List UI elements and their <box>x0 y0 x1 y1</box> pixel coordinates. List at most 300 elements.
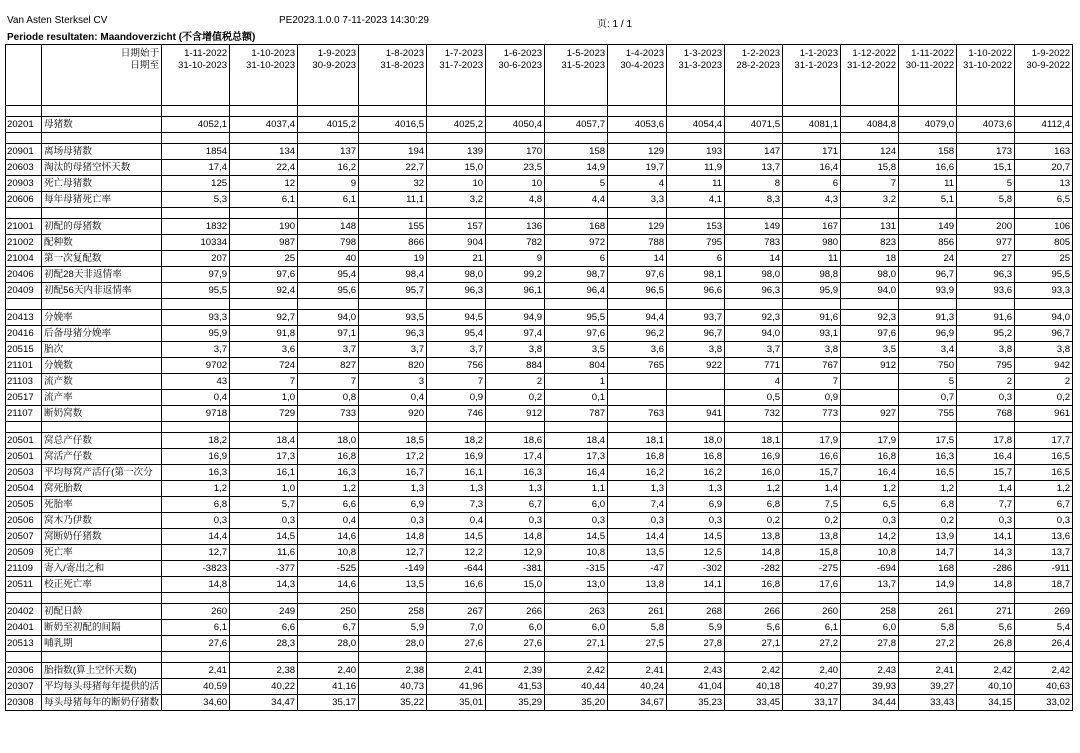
metric-value: 0,9 <box>783 390 841 406</box>
metric-value: 13,5 <box>608 545 667 561</box>
metric-value: 4057,7 <box>545 117 608 133</box>
metric-value: -282 <box>725 561 783 577</box>
spacer-cell <box>545 208 608 219</box>
metric-value: 8,3 <box>725 192 783 208</box>
table-row <box>6 577 1073 593</box>
metric-value: 7,4 <box>608 497 667 513</box>
metric-value: 93,3 <box>162 310 230 326</box>
metric-label: 窝木乃伊数 <box>42 513 162 529</box>
metric-value: 16,8 <box>841 449 899 465</box>
metric-value: -47 <box>608 561 667 577</box>
metric-value: 98,0 <box>725 267 783 283</box>
spacer-cell <box>230 208 298 219</box>
metric-value: 10,8 <box>545 545 608 561</box>
metric-value: 5,8 <box>957 192 1015 208</box>
metric-value: 5,8 <box>608 620 667 636</box>
spacer-cell <box>42 208 162 219</box>
metric-value: 27,8 <box>667 636 725 652</box>
metric-value: 91,8 <box>230 326 298 342</box>
metric-value: 149 <box>725 219 783 235</box>
metric-value: 98,4 <box>359 267 427 283</box>
metric-value: 4071,5 <box>725 117 783 133</box>
metric-value: 27 <box>957 251 1015 267</box>
metric-value: 3,8 <box>667 342 725 358</box>
spacer-cell <box>42 299 162 310</box>
metric-value: 6,7 <box>1015 497 1073 513</box>
metric-value: 765 <box>608 358 667 374</box>
metric-value: 35,20 <box>545 695 608 711</box>
metric-value: 27,2 <box>783 636 841 652</box>
spacer-cell <box>42 133 162 144</box>
metric-value: 17,3 <box>230 449 298 465</box>
table-row <box>6 695 1073 711</box>
metric-value: 14,5 <box>545 529 608 545</box>
metric-code: 20401 <box>6 620 42 636</box>
metric-value: 18,1 <box>725 433 783 449</box>
metric-value: 97,6 <box>608 267 667 283</box>
metric-value: 40,24 <box>608 679 667 695</box>
metric-value: 260 <box>783 604 841 620</box>
metric-value: 7,7 <box>957 497 1015 513</box>
metric-value: 12,9 <box>486 545 545 561</box>
table-row <box>6 481 1073 497</box>
metric-value: 21 <box>427 251 486 267</box>
metric-value: 16,9 <box>162 449 230 465</box>
metric-value: 7,3 <box>427 497 486 513</box>
metric-value: 33,45 <box>725 695 783 711</box>
metric-value: 3,7 <box>298 342 359 358</box>
metric-value: 13,7 <box>841 577 899 593</box>
metric-label: 窝断奶仔猪数 <box>42 529 162 545</box>
metric-value: 1,3 <box>608 481 667 497</box>
spacer-cell <box>359 208 427 219</box>
metric-value: 12,7 <box>162 545 230 561</box>
spacer-cell <box>1015 422 1073 433</box>
metric-value: 261 <box>608 604 667 620</box>
spacer-cell <box>162 208 230 219</box>
metric-label: 断奶至初配的间隔 <box>42 620 162 636</box>
metric-value: 16,2 <box>667 465 725 481</box>
metric-value: 147 <box>725 144 783 160</box>
spacer-cell <box>841 133 899 144</box>
metric-value: -525 <box>298 561 359 577</box>
metric-value: 2,39 <box>486 663 545 679</box>
metric-value: 11 <box>783 251 841 267</box>
date-header-row <box>6 45 1073 106</box>
metric-value: 1,4 <box>957 481 1015 497</box>
table-row <box>6 283 1073 299</box>
metric-value: 2,41 <box>899 663 957 679</box>
metric-value: 13,5 <box>359 577 427 593</box>
metric-value: 724 <box>230 358 298 374</box>
period-header-cell <box>725 45 783 106</box>
metric-value: 2,42 <box>957 663 1015 679</box>
period-from-date: 1-2-2023 <box>741 48 781 59</box>
spacer-cell <box>725 652 783 663</box>
period-to-date: 31-8-2023 <box>380 60 425 71</box>
spacer-cell <box>608 299 667 310</box>
metric-label: 流产数 <box>42 374 162 390</box>
metric-value: 6,0 <box>486 620 545 636</box>
metric-label: 胎指数(算上空怀天数) <box>42 663 162 679</box>
metric-value: 6,1 <box>230 192 298 208</box>
metric-value: 28,0 <box>359 636 427 652</box>
metric-value: 5,4 <box>1015 620 1073 636</box>
metric-value: 16,6 <box>783 449 841 465</box>
spacer-cell <box>725 106 783 117</box>
metric-code: 20517 <box>6 390 42 406</box>
metric-value: 18 <box>841 251 899 267</box>
spacer-row <box>6 299 1073 310</box>
period-header-cell <box>298 45 359 106</box>
metric-value: 1,2 <box>725 481 783 497</box>
metric-value: 10 <box>427 176 486 192</box>
metric-value: 0,2 <box>899 513 957 529</box>
spacer-cell <box>162 133 230 144</box>
spacer-cell <box>1015 133 1073 144</box>
spacer-cell <box>486 299 545 310</box>
metric-code: 20603 <box>6 160 42 176</box>
metric-value: 7,0 <box>427 620 486 636</box>
metric-label: 初配56天内非返情率 <box>42 283 162 299</box>
metric-value: 4025,2 <box>427 117 486 133</box>
metric-value: 22,7 <box>359 160 427 176</box>
metric-value: 158 <box>899 144 957 160</box>
metric-value: 91,6 <box>957 310 1015 326</box>
metric-code: 20413 <box>6 310 42 326</box>
spacer-cell <box>230 299 298 310</box>
metric-value: 920 <box>359 406 427 422</box>
metric-value: 927 <box>841 406 899 422</box>
metric-value: 16,7 <box>359 465 427 481</box>
version-timestamp: PE2023.1.0.0 7-11-2023 14:30:29 <box>279 15 429 26</box>
metric-value: 40,63 <box>1015 679 1073 695</box>
table-row <box>6 663 1073 679</box>
metric-value: -275 <box>783 561 841 577</box>
spacer-cell <box>298 106 359 117</box>
date-to-label: 日期至 <box>130 60 160 71</box>
metric-value: 11,9 <box>667 160 725 176</box>
period-header-cell <box>957 45 1015 106</box>
metric-value: 18,7 <box>1015 577 1073 593</box>
metric-code: 20503 <box>6 465 42 481</box>
metric-label: 每年母猪死亡率 <box>42 192 162 208</box>
period-from-date: 1-5-2023 <box>566 48 606 59</box>
metric-label: 寄入/寄出之和 <box>42 561 162 577</box>
spacer-cell <box>957 208 1015 219</box>
spacer-cell <box>841 652 899 663</box>
metric-value: 750 <box>899 358 957 374</box>
period-header-cell <box>230 45 298 106</box>
metric-value: 2,43 <box>841 663 899 679</box>
metric-value: 805 <box>1015 235 1073 251</box>
spacer-cell <box>545 133 608 144</box>
metric-value: 17,6 <box>783 577 841 593</box>
metric-value: 3,7 <box>725 342 783 358</box>
metric-value: 0,4 <box>162 390 230 406</box>
metric-value: 0,3 <box>957 390 1015 406</box>
metric-value: 3,8 <box>486 342 545 358</box>
metric-value: 0,3 <box>486 513 545 529</box>
metric-value: 4053,6 <box>608 117 667 133</box>
metric-value: 1832 <box>162 219 230 235</box>
metric-value: 96,9 <box>899 326 957 342</box>
metric-value: 97,6 <box>841 326 899 342</box>
metric-value: 6,1 <box>162 620 230 636</box>
spacer-cell <box>841 422 899 433</box>
metric-value: 40,27 <box>783 679 841 695</box>
period-header-cell <box>545 45 608 106</box>
metric-value: 14,8 <box>359 529 427 545</box>
spacer-cell <box>608 133 667 144</box>
metric-value: 96,3 <box>725 283 783 299</box>
metric-code: 21107 <box>6 406 42 422</box>
metric-value <box>841 390 899 406</box>
spacer-cell <box>42 593 162 604</box>
metric-value: 0,3 <box>608 513 667 529</box>
table-row <box>6 160 1073 176</box>
metric-value: 16,4 <box>545 465 608 481</box>
metric-label: 母猪数 <box>42 117 162 133</box>
spacer-cell <box>608 422 667 433</box>
metric-value: 39,93 <box>841 679 899 695</box>
metric-value: 16,4 <box>841 465 899 481</box>
metric-value: 987 <box>230 235 298 251</box>
metric-value: 5,6 <box>957 620 1015 636</box>
metric-value: 18,4 <box>545 433 608 449</box>
spacer-cell <box>608 652 667 663</box>
metric-value: 1,3 <box>359 481 427 497</box>
metric-value: 3,8 <box>783 342 841 358</box>
metric-value: 10334 <box>162 235 230 251</box>
metric-value: 25 <box>1015 251 1073 267</box>
metric-value: 94,0 <box>841 283 899 299</box>
metric-value: 2,38 <box>230 663 298 679</box>
metric-value: 17,4 <box>486 449 545 465</box>
spacer-cell <box>230 652 298 663</box>
metric-value: 16,1 <box>427 465 486 481</box>
spacer-cell <box>1015 208 1073 219</box>
metric-value: 0,3 <box>957 513 1015 529</box>
spacer-cell <box>667 422 725 433</box>
metric-value: 0,2 <box>486 390 545 406</box>
spacer-cell <box>667 106 725 117</box>
results-table <box>5 44 1073 711</box>
metric-value: 95,4 <box>298 267 359 283</box>
metric-label: 初配的母猪数 <box>42 219 162 235</box>
metric-label: 窝总产仔数 <box>42 433 162 449</box>
metric-value: 755 <box>899 406 957 422</box>
period-header-cell <box>162 45 230 106</box>
metric-value: 40,22 <box>230 679 298 695</box>
metric-value: 771 <box>725 358 783 374</box>
metric-value: 13,8 <box>725 529 783 545</box>
spacer-cell <box>230 593 298 604</box>
metric-value: 4084,8 <box>841 117 899 133</box>
metric-value: 27,6 <box>486 636 545 652</box>
metric-value: 40,44 <box>545 679 608 695</box>
metric-code: 20506 <box>6 513 42 529</box>
period-header-cell <box>608 45 667 106</box>
metric-value: 16,8 <box>608 449 667 465</box>
metric-value: 3,7 <box>359 342 427 358</box>
metric-value: 96,1 <box>486 283 545 299</box>
spacer-cell <box>359 593 427 604</box>
metric-value: 13,8 <box>608 577 667 593</box>
metric-label: 校正死亡率 <box>42 577 162 593</box>
metric-value: 97,6 <box>545 326 608 342</box>
table-row <box>6 326 1073 342</box>
table-row <box>6 433 1073 449</box>
spacer-cell <box>486 593 545 604</box>
metric-value: 941 <box>667 406 725 422</box>
table-row <box>6 342 1073 358</box>
table-row <box>6 497 1073 513</box>
metric-value: 131 <box>841 219 899 235</box>
spacer-cell <box>486 652 545 663</box>
metric-value: 41,96 <box>427 679 486 695</box>
spacer-cell <box>42 652 162 663</box>
period-header-cell <box>359 45 427 106</box>
spacer-cell <box>427 422 486 433</box>
metric-value: 6,8 <box>725 497 783 513</box>
metric-value: 12,7 <box>359 545 427 561</box>
metric-value: 10,8 <box>298 545 359 561</box>
spacer-cell <box>162 106 230 117</box>
metric-code: 20606 <box>6 192 42 208</box>
metric-value: 5,7 <box>230 497 298 513</box>
spacer-cell <box>298 593 359 604</box>
metric-value: 788 <box>608 235 667 251</box>
table-row <box>6 117 1073 133</box>
metric-value: 266 <box>486 604 545 620</box>
metric-value: 10 <box>486 176 545 192</box>
metric-value: 0,2 <box>1015 390 1073 406</box>
metric-value: 17,7 <box>1015 433 1073 449</box>
spacer-cell <box>725 593 783 604</box>
spacer-cell <box>486 133 545 144</box>
metric-value: 972 <box>545 235 608 251</box>
metric-value: 14,5 <box>230 529 298 545</box>
spacer-cell <box>1015 652 1073 663</box>
metric-value: 96,7 <box>1015 326 1073 342</box>
metric-value: 124 <box>841 144 899 160</box>
metric-value: 1,4 <box>783 481 841 497</box>
metric-value: 14 <box>608 251 667 267</box>
spacer-cell <box>667 133 725 144</box>
metric-value: 6,9 <box>667 497 725 513</box>
spacer-cell <box>667 299 725 310</box>
metric-value: 34,44 <box>841 695 899 711</box>
metric-value: 129 <box>608 219 667 235</box>
table-row <box>6 465 1073 481</box>
metric-value: 5 <box>545 176 608 192</box>
metric-value: 2,40 <box>298 663 359 679</box>
metric-value: 0,3 <box>162 513 230 529</box>
metric-value: 0,3 <box>230 513 298 529</box>
metric-value: 17,9 <box>783 433 841 449</box>
metric-label: 窝活产仔数 <box>42 449 162 465</box>
metric-value: 4,4 <box>545 192 608 208</box>
metric-value: 93,1 <box>783 326 841 342</box>
metric-value: 16,9 <box>725 449 783 465</box>
metric-code: 20307 <box>6 679 42 695</box>
spacer-cell <box>1015 299 1073 310</box>
metric-value: 35,01 <box>427 695 486 711</box>
metric-value: 0,9 <box>427 390 486 406</box>
metric-value: 13,7 <box>1015 545 1073 561</box>
spacer-cell <box>725 299 783 310</box>
metric-label: 分娩率 <box>42 310 162 326</box>
metric-value <box>608 390 667 406</box>
spacer-cell <box>783 422 841 433</box>
metric-value: 1854 <box>162 144 230 160</box>
metric-value: 168 <box>545 219 608 235</box>
table-row <box>6 176 1073 192</box>
metric-label: 哺乳期 <box>42 636 162 652</box>
metric-value: 1,0 <box>230 390 298 406</box>
spacer-row <box>6 133 1073 144</box>
spacer-cell <box>298 652 359 663</box>
metric-value: 733 <box>298 406 359 422</box>
metric-value: 13,6 <box>1015 529 1073 545</box>
metric-value: 3,3 <box>608 192 667 208</box>
metric-value: 92,4 <box>230 283 298 299</box>
metric-value: 98,8 <box>783 267 841 283</box>
metric-value: 268 <box>667 604 725 620</box>
metric-value: 93,7 <box>667 310 725 326</box>
metric-value: 4081,1 <box>783 117 841 133</box>
metric-value: 7 <box>298 374 359 390</box>
metric-value: 961 <box>1015 406 1073 422</box>
metric-code: 20507 <box>6 529 42 545</box>
metric-label: 淘汰的母猪空怀天数 <box>42 160 162 176</box>
metric-label: 初配日龄 <box>42 604 162 620</box>
table-row <box>6 406 1073 422</box>
metric-value: 4037,4 <box>230 117 298 133</box>
metric-value: 18,4 <box>230 433 298 449</box>
metric-value: 942 <box>1015 358 1073 374</box>
spacer-cell <box>899 208 957 219</box>
company-name: Van Asten Sterksel CV <box>7 15 108 26</box>
metric-code: 20201 <box>6 117 42 133</box>
period-to-date: 31-10-2023 <box>178 60 228 71</box>
metric-value: 260 <box>162 604 230 620</box>
period-from-date: 1-11-2022 <box>911 48 955 59</box>
metric-value: 17,5 <box>899 433 957 449</box>
metric-value: 18,5 <box>359 433 427 449</box>
table-row <box>6 374 1073 390</box>
metric-value: 170 <box>486 144 545 160</box>
metric-code: 20308 <box>6 695 42 711</box>
metric-value: 4112,4 <box>1015 117 1073 133</box>
table-row <box>6 267 1073 283</box>
metric-value: -911 <box>1015 561 1073 577</box>
metric-value: 0,3 <box>841 513 899 529</box>
spacer-cell <box>667 652 725 663</box>
metric-value: 1,0 <box>230 481 298 497</box>
metric-value: 6 <box>545 251 608 267</box>
metric-value: 827 <box>298 358 359 374</box>
metric-value: 194 <box>359 144 427 160</box>
metric-value: 26,8 <box>957 636 1015 652</box>
metric-value: 16,0 <box>725 465 783 481</box>
metric-value: 4,1 <box>667 192 725 208</box>
metric-value: 267 <box>427 604 486 620</box>
metric-label: 配种数 <box>42 235 162 251</box>
metric-value: 3,4 <box>899 342 957 358</box>
metric-label: 后备母猪分娩率 <box>42 326 162 342</box>
